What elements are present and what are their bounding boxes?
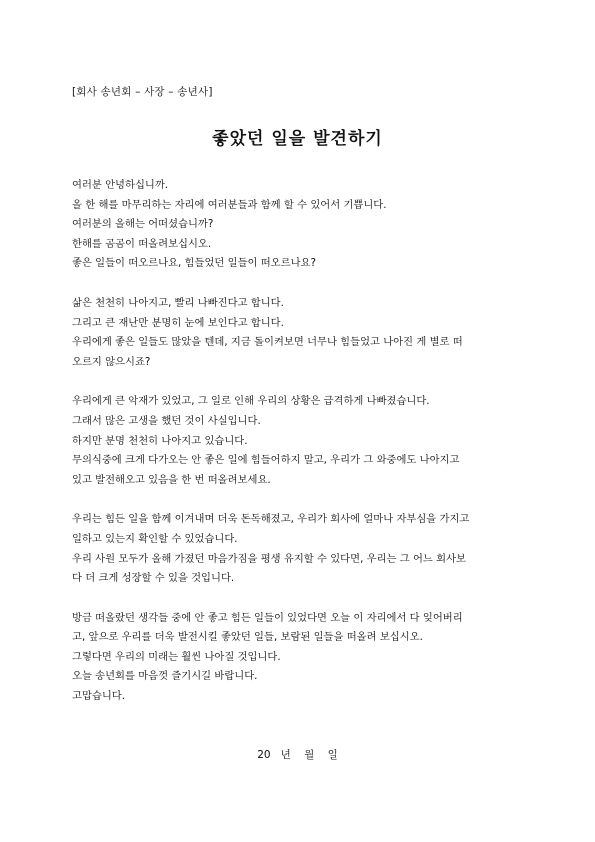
speech-body [72,176,532,727]
text-line: 우리 사원 모두가 올해 가졌던 마음가짐을 평생 유지할 수 있다면, 우리는 그 어느 회사보 [72,552,466,565]
text-line: 우리는 힘든 일을 함께 이겨내며 더욱 돈독해졌고, 우리가 회사에 얼마나 자부심을 가지고 [72,513,470,526]
document-category: [회사 송년회 – 사장 – 송년사] [72,86,213,98]
text-line: 여러분 안녕하십니까. [72,179,169,191]
text-line: 삶은 천천히 나아지고, 빨리 나빠진다고 합니다. [72,296,284,309]
paragraph-1 [72,176,532,274]
text-line: 그렇다면 우리의 미래는 훨씬 나아질 것입니다. [72,650,281,663]
text-line: 그리고 큰 재난만 분명히 눈에 보인다고 합니다. [72,316,284,329]
text-line: 있고 발전해오고 있음을 한 번 떠올려보세요. [72,473,271,486]
text-line: 고, 앞으로 우리를 더욱 발전시킬 좋았던 일들, 보람된 일들을 떠올려 보십시오. [72,631,423,644]
text-line: 한해를 곰곰이 떠올려보십시오. [72,237,212,250]
text-line: 우리에게 큰 악재가 있었고, 그 일로 인해 우리의 상황은 급격하게 나빠졌습니다. [72,395,430,408]
text-line: 고맙습니다. [72,690,126,703]
paragraph-3 [72,392,532,490]
date-line: 20 년 월 일 [257,749,338,761]
document-title: 좋았던 일을 발견하기 [212,129,383,149]
text-line: 방금 떠올랐던 생각들 중에 안 좋고 힘든 일들이 있었다면 오늘 이 자리에서 다 잊어버리 [72,611,463,624]
text-line: 좋은 일들이 떠오르나요, 힘들었던 일들이 떠오르나요? [72,257,316,270]
paragraph-4 [72,510,532,588]
text-line: 일하고 있는지 확인할 수 있었습니다. [72,532,238,545]
text-line: 하지만 분명 천천히 나아지고 있습니다. [72,434,248,447]
text-line: 우리에게 좋은 일들도 많았을 텐데, 지금 돌이켜보면 너무나 힘들었고 나아진 게 별로 떠 [72,336,463,349]
paragraph-2 [72,294,532,372]
paragraph-5 [72,609,532,707]
text-line: 오늘 송년회를 마음껏 즐기시길 바랍니다. [72,670,258,683]
text-line: 무의식중에 크게 다가오는 안 좋은 일에 힘들어하지 말고, 우리가 그 와중에도 나아지고 [72,454,460,467]
text-line: 올 한 해를 마무리하는 자리에 여러분들과 함께 할 수 있어서 기쁩니다. [72,198,387,211]
text-line: 그래서 많은 고생을 했던 것이 사실입니다. [72,414,261,427]
text-line: 오르지 않으시죠? [72,355,151,368]
text-line: 다 더 크게 성장할 수 있을 것입니다. [72,572,235,585]
text-line: 여러분의 올해는 어떠셨습니까? [72,218,214,231]
